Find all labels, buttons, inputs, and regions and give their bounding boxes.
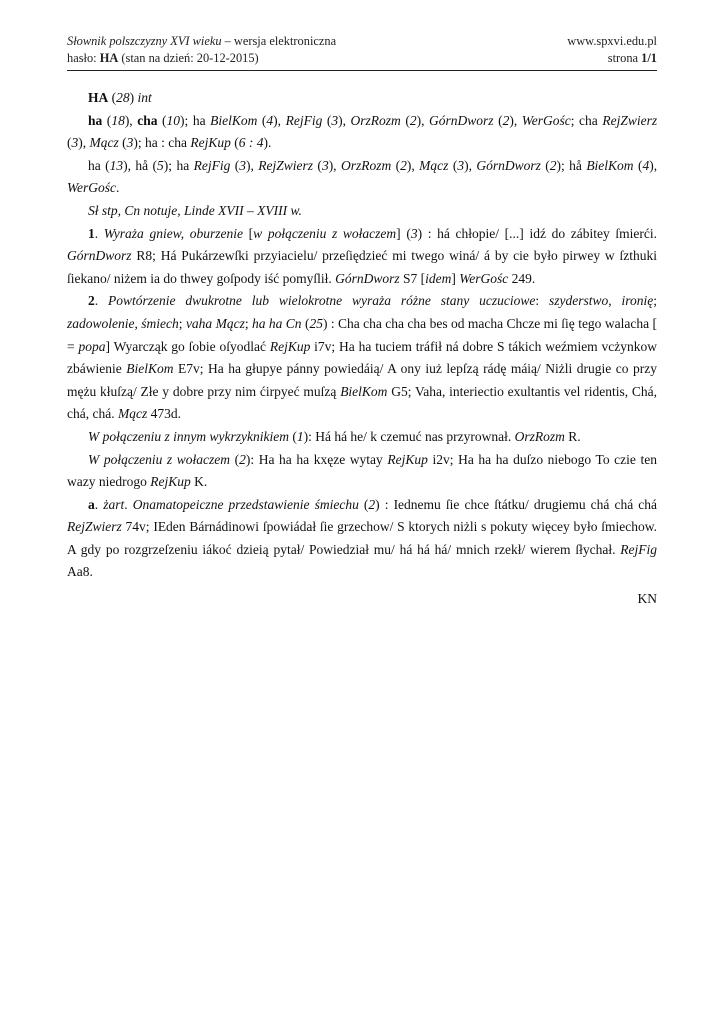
- entry-text-segment: zadowolenie: [67, 315, 135, 331]
- entry-text-segment: Mącz: [89, 135, 119, 151]
- entry-text-segment: ),: [406, 157, 420, 173]
- dictionary-title: Słownik polszczyzny XVI wieku – wersja elektroniczna: [67, 34, 337, 48]
- entry-text-segment: ]: [451, 270, 460, 286]
- entry-text-segment: BielKom: [586, 157, 634, 173]
- entry-text-segment: ha (: [88, 157, 110, 173]
- entry-text-segment: i7v; Ha ha tuciem tráfił ná dobre S tákich weźmiem vcżynkow zbáwienie: [67, 338, 658, 377]
- entry-text-segment: RejKup: [269, 338, 311, 354]
- author-initials: KN: [637, 591, 657, 607]
- entry-text-segment: 28: [116, 90, 130, 105]
- entry-text-segment: i2v; Ha ha ha duſzo niebogo To czie ten wazy niedrogo: [67, 451, 657, 490]
- entry-text-segment: Onamatopeiczne przedstawienie śmiechu: [132, 496, 359, 512]
- entry-text-segment: Aa8.: [67, 564, 93, 580]
- entry-text-segment: OrzRozm: [340, 157, 392, 173]
- entry-text-segment: żart: [103, 496, 125, 512]
- entry-text-segment: R8; Há Pukárzewſki przyiacielu/ przeſiędzieć mi twego winá/ á by cie było pirwey w ſzthuki ſiekano/ niżem ia do thwey goſpody iść pomyſlił.: [67, 248, 657, 286]
- entry-text-segment: 13: [109, 157, 124, 173]
- entry-text-segment: (: [118, 135, 127, 151]
- entry-text-segment: [: [243, 225, 254, 241]
- entry-text-segment: 74v; IEden Bárnádinowi ſpowiádał ſie grzechow/ S ktorych niżli s pokuty więcey było ſmiechow. A gdy po rozgrzeſzeniu iákoć dzieią pytał/ Powiedział mu/ há há há/ mnich rzekł/ wierem ſłychał.: [67, 519, 657, 557]
- entry-text-segment: vaha Mącz: [185, 315, 245, 331]
- entry-body: [67, 87, 657, 611]
- entry-text-segment: ),: [124, 112, 138, 128]
- entry-text-segment: (: [540, 157, 550, 173]
- entry-text-segment: (: [358, 496, 369, 512]
- entry-info: hasło: HA (stan na dzień: 20-12-2015): [67, 51, 259, 65]
- entry-text-segment: (: [108, 90, 117, 105]
- page-header: [67, 33, 657, 67]
- entry-text-segment: ),: [509, 112, 522, 128]
- entry-text-segment: ),: [416, 112, 430, 128]
- sense-2: [67, 290, 657, 426]
- entry-text-segment: 10: [166, 112, 181, 128]
- entry-text-segment: int: [137, 90, 152, 105]
- entry-text-segment: ; cha: [570, 112, 603, 128]
- entry-text-segment: WerGośc: [521, 112, 571, 128]
- entry-text-segment: 3: [71, 135, 79, 151]
- entry-text-segment: ] (: [396, 225, 411, 241]
- entry-text-segment: ;: [244, 315, 252, 331]
- entry-text-segment: (: [313, 157, 322, 173]
- entry-text-segment: RejKup: [387, 451, 428, 467]
- entry-text-segment: W połączeniu z innym wykrzyknikiem: [88, 428, 289, 444]
- entry-text-segment: 4: [266, 112, 274, 128]
- entry-text-segment: 3: [321, 157, 329, 173]
- entry-text-segment: .: [94, 225, 104, 241]
- entry-forms: [67, 110, 657, 155]
- entry-text-segment: (: [633, 157, 643, 173]
- entry-text-segment: BielKom: [210, 112, 258, 128]
- entry-text-segment: ): Há há he/ k czemuć nas przyrownał.: [303, 428, 515, 444]
- entry-text-segment: 25: [309, 315, 323, 331]
- entry-text-segment: GórnDworz: [476, 157, 541, 173]
- entry-text-segment: (: [391, 157, 401, 173]
- header-row-1: [67, 33, 657, 50]
- entry-text-segment: OrzRozm: [350, 112, 401, 128]
- entry-text-segment: popa: [78, 338, 106, 354]
- entry-text-segment: ),: [464, 157, 477, 173]
- entry-text-segment: ;: [653, 293, 657, 309]
- entry-text-segment: WerGośc: [67, 180, 116, 196]
- entry-text-segment: 2: [549, 157, 557, 173]
- entry-text-segment: ) : Iednemu ſie chce ſtátku/ drugiemu chá chá chá: [375, 496, 658, 512]
- page-indicator: strona 1/1: [607, 51, 657, 65]
- entry-text-segment: ,: [608, 293, 622, 309]
- entry-text-segment: 3: [239, 157, 246, 173]
- entry-text-segment: OrzRozm: [514, 428, 565, 444]
- entry-text-segment: G5; Vaha, interiectio exultantis vel ridentis, Chá, chá, chá.: [67, 383, 657, 422]
- entry-text-segment: 5: [157, 157, 164, 173]
- entry-text-segment: ); ha: [180, 112, 211, 128]
- entry-text-segment: (: [288, 428, 297, 444]
- entry-text-segment: (: [102, 112, 112, 128]
- entry-text-segment: ); hå: [556, 157, 587, 173]
- entry-text-segment: ).: [263, 135, 272, 151]
- entry-text-segment: a: [88, 496, 95, 512]
- entry-text-segment: RejKup: [190, 135, 231, 151]
- entry-text-segment: RejZwierz: [67, 519, 122, 535]
- entry-text-segment: Sł stp, Cn notuje, Linde XVII – XVIII w.: [88, 202, 302, 218]
- entry-text-segment: .: [94, 293, 108, 309]
- entry-text-segment: (: [157, 112, 167, 128]
- entry-text-segment: GórnDworz: [67, 248, 132, 264]
- entry-text-segment: 249.: [508, 270, 536, 286]
- entry-text-segment: RejFig: [620, 541, 657, 557]
- entry-text-segment: 18: [111, 112, 125, 128]
- entry-text-segment: 4: [642, 157, 650, 173]
- header-divider: [67, 70, 657, 71]
- entry-text-segment: Mącz: [117, 406, 148, 422]
- entry-text-segment: (: [493, 112, 503, 128]
- entry-spellings: [67, 155, 657, 200]
- entry-text-segment: Powtórzenie dwukrotne lub wielokrotne wyraża różne stany uczuciowe: [108, 293, 536, 309]
- entry-text-segment: .: [116, 180, 120, 196]
- entry-text-segment: E7v; Ha ha głupye pánny powiedáią/ A ony iuż lepſzą rádę máią/ Niżli drugie co przy mężu kłuſzą/ Złe y dobre przy nim ćirpyeć muſzą: [67, 361, 657, 399]
- entry-text-segment: .: [94, 496, 104, 512]
- entry-text-segment: 2: [239, 451, 246, 467]
- entry-text-segment: (: [257, 112, 267, 128]
- entry-text-segment: śmiech: [141, 315, 179, 331]
- entry-text-segment: ),: [338, 112, 351, 128]
- entry-text-segment: idem: [425, 270, 452, 286]
- entry-text-segment: .: [124, 496, 133, 512]
- sense-2-subsense-interjection: [67, 426, 657, 449]
- entry-text-segment: ] Wyarcząk go ſobie oſyodlać: [105, 338, 270, 354]
- entry-text-segment: ); ha: [163, 157, 194, 173]
- entry-text-segment: szyderstwo: [548, 293, 609, 309]
- entry-text-segment: (: [448, 157, 458, 173]
- entry-text-segment: w połączeniu z wołaczem: [253, 225, 397, 241]
- entry-text-segment: ),: [649, 157, 658, 173]
- entry-text-segment: (: [322, 112, 332, 128]
- entry-text-segment: 2: [502, 112, 510, 128]
- entry-text-segment: 3: [126, 135, 134, 151]
- website-link[interactable]: www.spxvi.edu.pl: [567, 34, 657, 48]
- entry-text-segment: ), hå (: [123, 157, 158, 173]
- entry-text-segment: BielKom: [340, 383, 388, 399]
- entry-text-segment: (: [400, 112, 410, 128]
- entry-text-segment: (: [230, 451, 240, 467]
- entry-text-segment: RejZwierz: [258, 157, 314, 173]
- entry-sources-note: [67, 200, 657, 223]
- entry-text-segment: 1: [296, 428, 304, 444]
- entry-text-segment: 1: [88, 225, 95, 241]
- entry-text-segment: 2: [400, 157, 407, 173]
- entry-text-segment: 3: [331, 112, 339, 128]
- entry-text-segment: ) : Cha cha cha cha bes od macha Chcze mi ſię tego walacha [ =: [67, 315, 657, 354]
- entry-text-segment: (: [230, 135, 239, 151]
- entry-headword: [67, 87, 657, 110]
- entry-text-segment: WerGośc: [459, 270, 509, 286]
- entry-text-segment: ); ha : cha: [133, 135, 191, 151]
- entry-text-segment: Mącz: [419, 157, 449, 173]
- entry-text-segment: 3: [410, 225, 418, 241]
- entry-text-segment: ),: [245, 157, 259, 173]
- entry-text-segment: ) : há chłopie/ [...] idź do zábitey ſmierći.: [417, 225, 658, 241]
- entry-text-segment: 2: [368, 496, 376, 512]
- entry-text-segment: (: [230, 157, 240, 173]
- entry-text-segment: 2: [88, 293, 95, 309]
- entry-text-segment: GórnDworz: [335, 270, 400, 286]
- entry-text-segment: ,: [134, 315, 142, 331]
- entry-text-segment: S7 [: [399, 270, 426, 286]
- entry-text-segment: ): Ha ha ha kxęze wytay: [245, 451, 388, 467]
- entry-text-segment: ),: [78, 135, 90, 151]
- entry-text-segment: GórnDworz: [429, 112, 494, 128]
- entry-text-segment: :: [535, 293, 549, 309]
- sense-1: [67, 223, 657, 291]
- entry-text-segment: K.: [190, 474, 208, 490]
- entry-text-segment: 473d.: [147, 406, 181, 422]
- header-row-2: [67, 50, 657, 67]
- entry-text-segment: (: [301, 315, 310, 331]
- entry-text-segment: ha ha Cn: [251, 315, 302, 331]
- entry-text-segment: (: [67, 135, 72, 151]
- entry-text-segment: BielKom: [126, 361, 174, 377]
- entry-text-segment: Wyraża gniew, oburzenie: [103, 225, 243, 241]
- entry-text-segment: RejFig: [285, 112, 323, 128]
- entry-text-segment: 2: [409, 112, 417, 128]
- entry-text-segment: cha: [137, 112, 158, 128]
- entry-text-segment: RejKup: [150, 474, 191, 490]
- entry-text-segment: ),: [328, 157, 341, 173]
- entry-text-segment: ;: [178, 315, 186, 331]
- entry-text-segment: 6 : 4: [238, 135, 264, 151]
- sense-2a: [67, 494, 657, 584]
- sense-2-subsense-vocative: [67, 449, 657, 494]
- entry-text-segment: W połączeniu z wołaczem: [88, 451, 231, 467]
- entry-text-segment: ha: [88, 112, 103, 128]
- entry-text-segment: ),: [273, 112, 286, 128]
- entry-text-segment: HA: [88, 90, 109, 105]
- entry-text-segment: ironię: [621, 293, 654, 309]
- entry-text-segment: R.: [564, 428, 581, 444]
- entry-text-segment: 3: [457, 157, 465, 173]
- entry-text-segment: RejZwierz: [602, 112, 658, 128]
- entry-text-segment: ): [129, 90, 138, 105]
- entry-text-segment: RejFig: [193, 157, 231, 173]
